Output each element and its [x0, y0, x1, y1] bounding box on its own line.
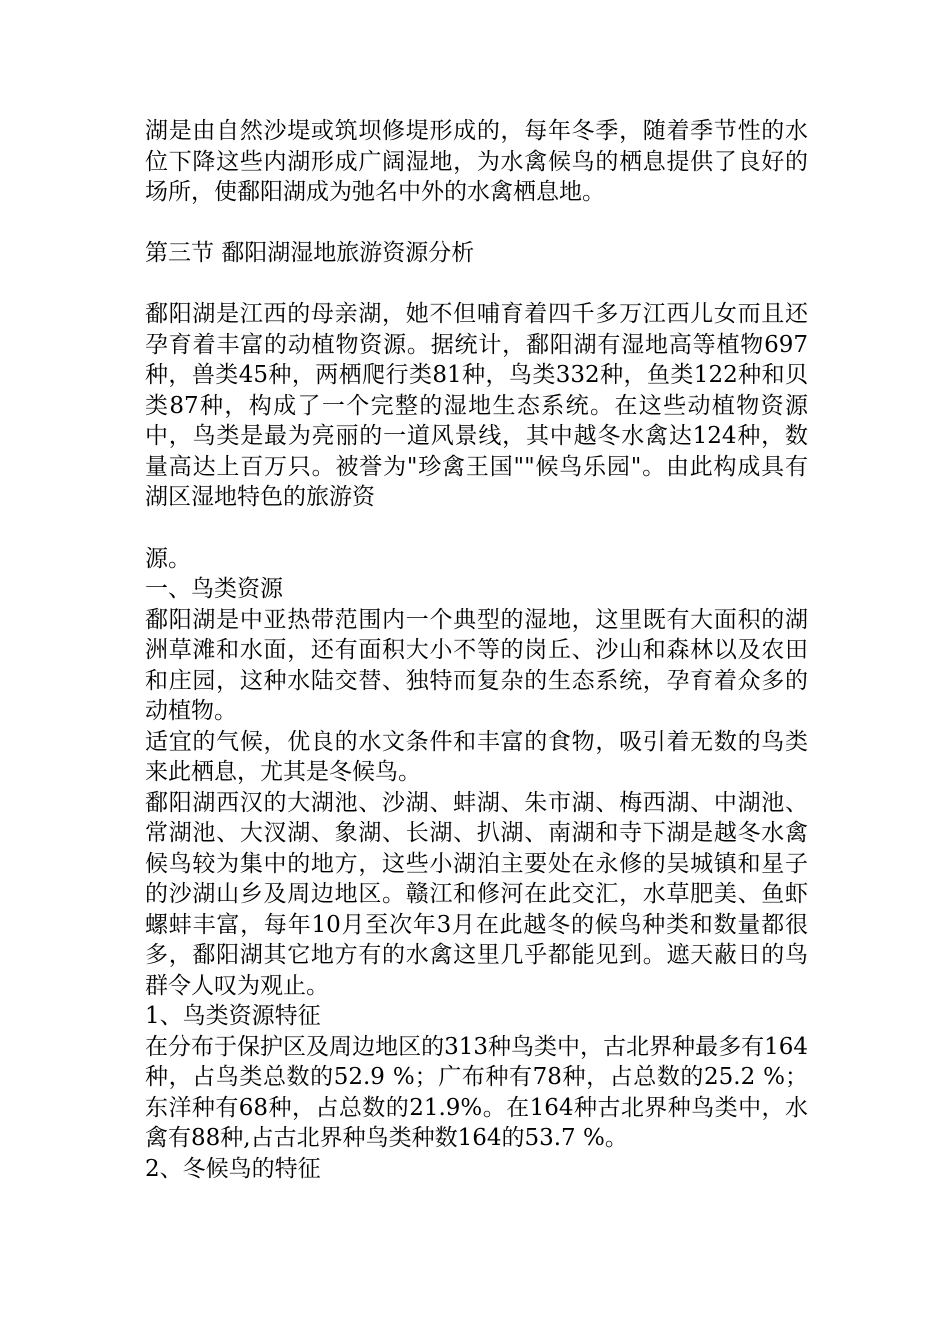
paragraph-climate: 适宜的气候，优良的水文条件和丰富的食物，吸引着无数的鸟类来此栖息，尤其是冬候鸟。: [145, 728, 808, 785]
paragraph-mother-lake: 鄱阳湖是江西的母亲湖，她不但哺育着四千多万江西儿女而且还孕育着丰富的动植物资源。据统计，鄱阳湖有湿地高等植物697种，兽类45种，两栖爬行类81种，鸟类332种，鱼类122种和贝类87种，构成了一个完整的湿地生态系统。在这些动植物资源中，鸟类是最为亮丽的一道风景线，其中越冬水禽达124种，数量高达上百万只。被誉为"珍禽王国""候鸟乐园"。由此构成具有湖区湿地特色的旅游资: [145, 301, 808, 510]
paragraph-mother-lake-tail: 源。: [145, 545, 191, 572]
heading-bird-features: 1、鸟类资源特征: [145, 1003, 321, 1029]
paragraph-typical-wetland: 鄱阳湖是中亚热带范围内一个典型的湿地，这里既有大面积的湖洲草滩和水面，还有面积大小不等的岗丘、沙山和森林以及农田和庄园，这种水陆交替、独特而复杂的生态系统，孕育着众多的动植物。: [145, 606, 808, 724]
section-title: 第三节 鄱阳湖湿地旅游资源分析: [145, 239, 475, 266]
paragraph-bird-statistics: 在分布于保护区及周边地区的313种鸟类中，古北界种最多有164种，占鸟类总数的52.9 %；广布种有78种，占总数的25.2 %；东洋种有68种，占总数的21.9%。在164种古北界种鸟类中，水禽有88种,占古北界种鸟类种数164的53.7 %。: [145, 1033, 808, 1151]
paragraph-lakes-list: 鄱阳湖西汉的大湖池、沙湖、蚌湖、朱市湖、梅西湖、中湖池、常湖池、大汊湖、象湖、长湖、扒湖、南湖和寺下湖是越冬水禽候鸟较为集中的地方，这些小湖泊主要处在永修的吴城镇和星子的沙湖山乡及周边地区。赣江和修河在此交汇，水草肥美、鱼虾螺蚌丰富，每年10月至次年3月在此越冬的候鸟种类和数量都很多，鄱阳湖其它地方有的水禽这里几乎都能见到。遮天蔽日的鸟群令人叹为观止。: [145, 789, 808, 999]
paragraph-wetland-formation: 湖是由自然沙堤或筑坝修堤形成的，每年冬季，随着季节性的水位下降这些内湖形成广阔湿地，为水禽候鸟的栖息提供了良好的场所，使鄱阳湖成为弛名中外的水禽栖息地。: [145, 118, 808, 205]
heading-bird-resources: 一、鸟类资源: [145, 576, 283, 602]
document-page: [145, 116, 808, 1184]
heading-winter-birds: 2、冬候鸟的特征: [145, 1155, 321, 1182]
